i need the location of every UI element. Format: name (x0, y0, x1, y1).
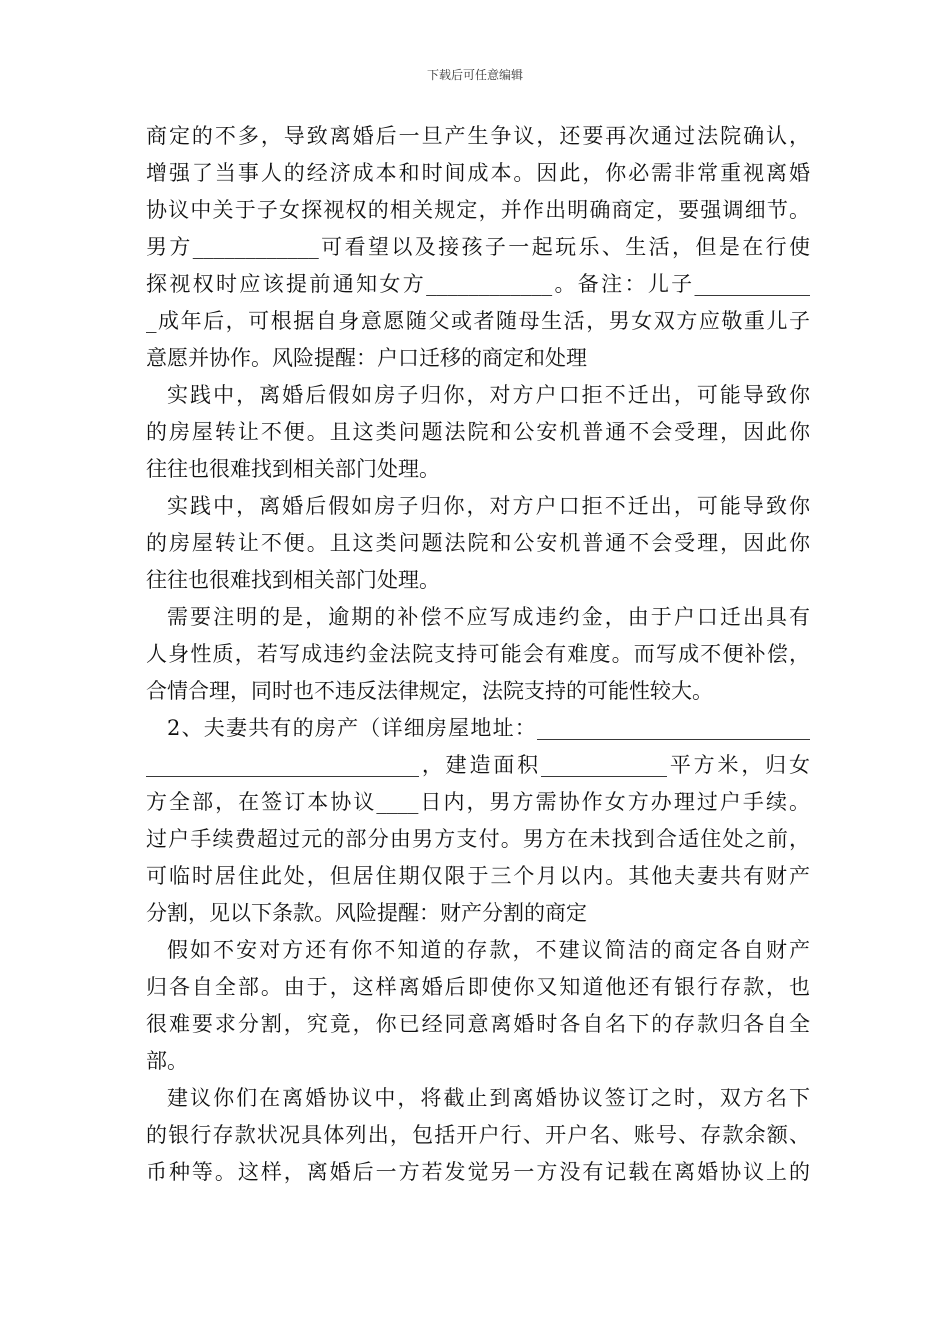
text-line: 币种等。这样，离婚后一方若发觉另一方没有记载在离婚协议上的 (146, 1160, 810, 1184)
text-line: _成年后，可根据自身意愿随父或者随母生活，男女双方应敬重儿子 (146, 309, 810, 333)
text-line: 过户手续费超过元的部分由男方支付。男方在未找到合适住处之前， (146, 827, 810, 851)
text-line: 归各自全部。由于，这样离婚后即使你又知道他还有银行存款，也 (146, 975, 810, 999)
text-line: 探视权时应该提前通知女方____________。备注：儿子___________ (146, 272, 810, 296)
text-line: 建议你们在离婚协议中，将截止到离婚协议签订之时，双方名下 (167, 1086, 810, 1110)
paragraph (146, 1080, 810, 1191)
text-line: 分割，见以下条款。风险提醒：财产分割的商定 (146, 901, 587, 925)
text-line: 很难要求分割，究竟，你已经同意离婚时各自名下的存款归各自全 (146, 1012, 810, 1036)
text-line: 往往也很难找到相关部门处理。 (146, 457, 440, 481)
paragraph (146, 488, 810, 599)
text-line: 往往也很难找到相关部门处理。 (146, 568, 440, 592)
text-line: 假如不安对方还有你不知道的存款，不建议简洁的商定各自财产 (167, 938, 810, 962)
text-line: 合情合理，同时也不违反法律规定，法院支持的可能性较大。 (146, 679, 713, 703)
paragraph (146, 932, 810, 1080)
text-line: 实践中，离婚后假如房子归你，对方户口拒不迁出，可能导致你 (167, 383, 810, 407)
text-line: 部。 (146, 1049, 188, 1073)
text-line: 可临时居住此处，但居住期仅限于三个月以内。其他夫妻共有财产 (146, 864, 810, 888)
text-line: 2、夫妻共有的房产（详细房屋地址：__________________________ (167, 716, 810, 740)
paragraph (146, 118, 810, 377)
text-line: 的房屋转让不便。且这类问题法院和公安机普通不会受理，因此你 (146, 531, 810, 555)
text-line: 男方____________可看望以及接孩子一起玩乐、生活，但是在行使 (146, 235, 810, 259)
paragraph (146, 377, 810, 488)
text-line: 实践中，离婚后假如房子归你，对方户口拒不迁出，可能导致你 (167, 494, 810, 518)
page-header-note: 下载后可任意编辑 (426, 68, 523, 82)
text-line: 商定的不多，导致离婚后一旦产生争议，还要再次通过法院确认， (146, 124, 810, 148)
text-line: 的银行存款状况具体列出，包括开户行、开户名、账号、存款余额、 (146, 1123, 810, 1147)
text-line: 意愿并协作。风险提醒：户口迁移的商定和处理 (146, 346, 587, 370)
text-line: 协议中关于子女探视权的相关规定，并作出明确商定，要强调细节。 (146, 198, 810, 222)
document-body (146, 118, 810, 1191)
text-line: 方全部，在签订本协议____日内，男方需协作女方办理过户手续。 (146, 790, 810, 814)
text-line: 的房屋转让不便。且这类问题法院和公安机普通不会受理，因此你 (146, 420, 810, 444)
paragraph (146, 599, 810, 710)
text-line: 人身性质，若写成违约金法院支持可能会有难度。而写成不便补偿， (146, 642, 810, 666)
text-line: __________________________，建造面积____________平方米，归女 (146, 753, 810, 777)
text-line: 需要注明的是，逾期的补偿不应写成违约金，由于户口迁出具有 (167, 605, 810, 629)
text-line: 增强了当事人的经济成本和时间成本。因此，你必需非常重视离婚 (146, 161, 810, 185)
paragraph (146, 710, 810, 932)
